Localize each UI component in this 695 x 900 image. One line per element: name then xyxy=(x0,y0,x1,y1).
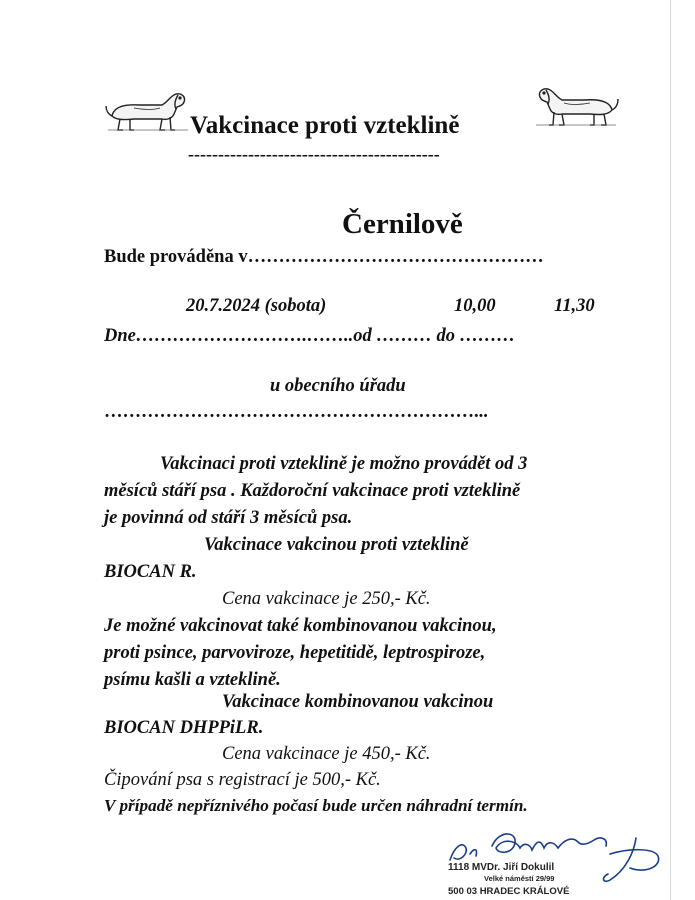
chip-price-line: Čipování psa s registrací je 500,- Kč. xyxy=(104,770,381,790)
time-from-value: 10,00 xyxy=(454,296,496,316)
page-title: Vakcinace proti vzteklině xyxy=(190,112,460,139)
body-line: Je možné vakcinovat také kombinovanou vakcinou, xyxy=(104,616,497,636)
body-line: Vakcinaci proti vzteklině je možno provádět od 3 xyxy=(160,454,528,474)
title-underline: ------------------------------------------ xyxy=(188,144,440,164)
body-line: proti psince, parvoviroze, hepetitidě, leptrospiroze, xyxy=(104,643,486,663)
time-to-value: 11,30 xyxy=(554,296,595,316)
place-label-line: Bude prováděna v………………………………………… xyxy=(104,247,544,267)
body-line: Vakcinace kombinovanou vakcinou xyxy=(222,692,494,712)
dachshund-left-icon xyxy=(104,86,190,134)
stamp-line-1: 1118 MVDr. Jiří Dokulil xyxy=(448,862,555,873)
body-line: měsíců stáří psa . Každoroční vakcinace proti vzteklině xyxy=(104,481,521,501)
price-line: Cena vakcinace je 250,- Kč. xyxy=(222,589,431,609)
price-line: Cena vakcinace je 450,- Kč. xyxy=(222,744,431,764)
scan-edge-line xyxy=(670,0,671,900)
stamp-line-3: 500 03 HRADEC KRÁLOVÉ xyxy=(448,886,570,896)
body-line: Vakcinace vakcinou proti vzteklině xyxy=(204,535,469,555)
dachshund-right-icon xyxy=(534,80,620,130)
stamp-line-2: Velké náměstí 29/99 xyxy=(484,874,555,883)
village-name: Černilově xyxy=(342,208,463,240)
body-line: psímu kašli a vzteklině. xyxy=(104,670,281,690)
location-value: u obecního úřadu xyxy=(270,376,406,396)
signature-icon xyxy=(440,818,670,896)
weather-note: V případě nepříznivého počasí bude určen náhradní termín. xyxy=(104,796,528,815)
vaccine-name-biocan-r: BIOCAN R. xyxy=(104,562,197,582)
date-label-line: Dne……………………….……..od ……… do ……… xyxy=(104,326,516,346)
location-line: ……………………………………………………... xyxy=(104,402,488,422)
body-line: je povinná od stáří 3 měsíců psa. xyxy=(104,508,353,528)
date-value: 20.7.2024 (sobota) xyxy=(186,296,327,316)
vaccine-name-biocan-dhppilr: BIOCAN DHPPiLR. xyxy=(104,718,264,738)
